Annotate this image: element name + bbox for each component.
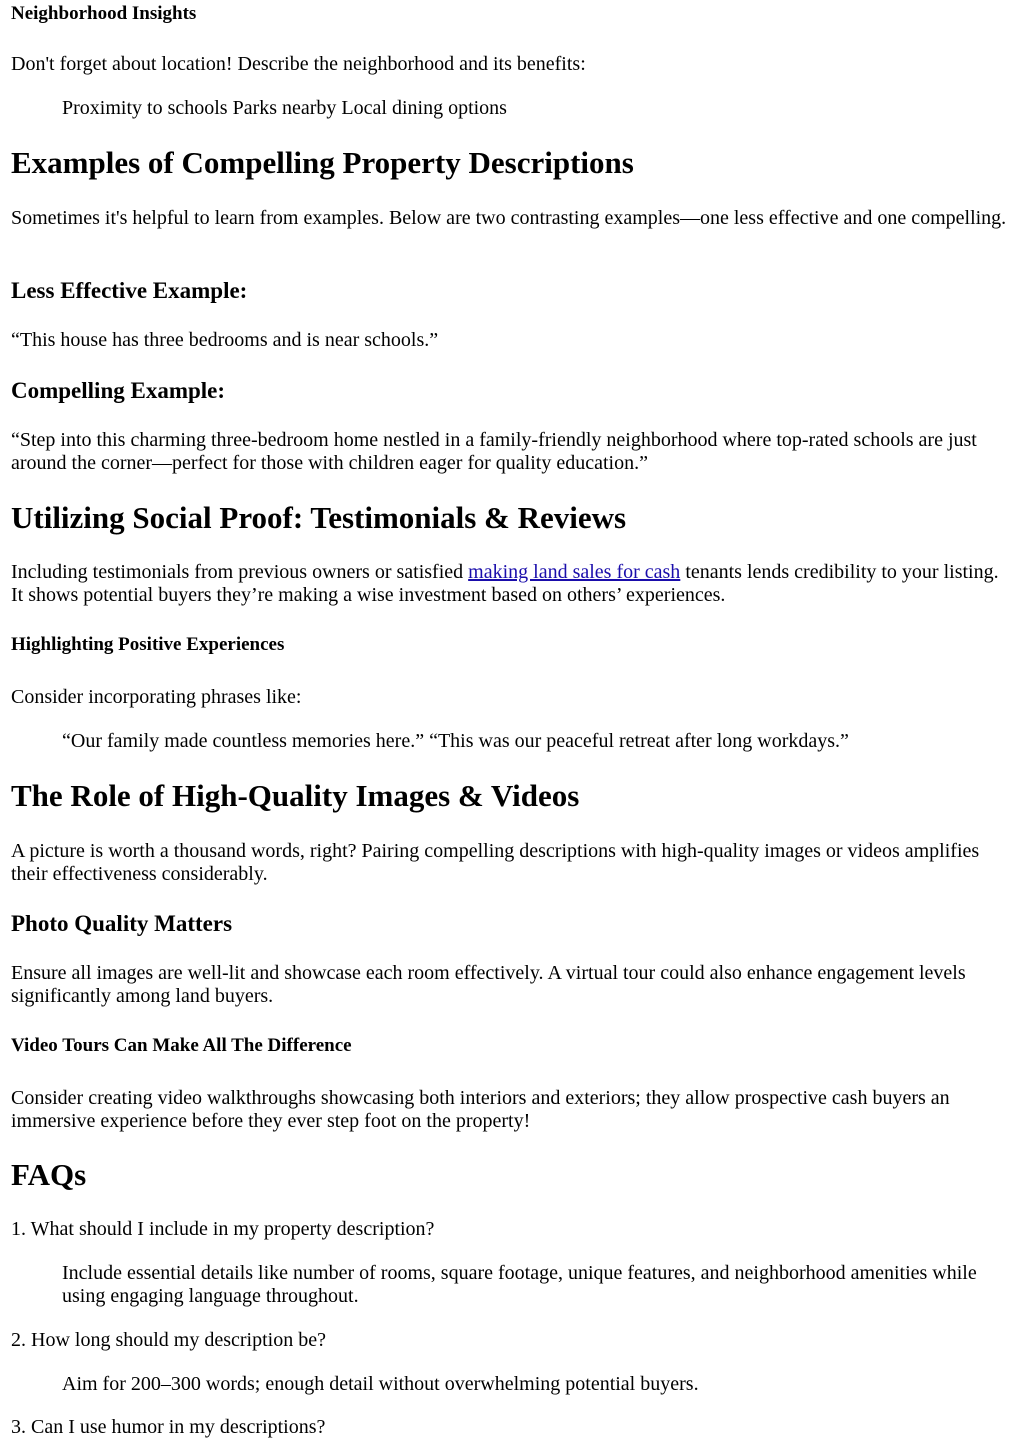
neighborhood-list: Proximity to schools Parks nearby Local dining options (62, 97, 507, 119)
faqs-heading: FAQs (11, 1157, 87, 1192)
neighborhood-heading: Neighborhood Insights (11, 3, 197, 24)
video-tours-heading: Video Tours Can Make All The Difference (11, 1035, 352, 1056)
compelling-heading: Compelling Example: (11, 378, 226, 403)
faq-question: 3. Can I use humor in my descriptions? (11, 1416, 326, 1438)
photo-quality-text: Ensure all images are well-lit and showcase each room effectively. A virtual tour could also enhance engagement levels significantly among land buyers. (11, 962, 966, 1007)
media-heading: The Role of High-Quality Images & Videos (11, 778, 580, 813)
positive-experiences-heading: Highlighting Positive Experiences (11, 634, 285, 655)
photo-quality-heading: Photo Quality Matters (11, 911, 233, 936)
faq-answer: Include essential details like number of rooms, square footage, unique features, and neighborhood amenities while using engaging language throughout. (62, 1262, 977, 1307)
less-effective-text: “This house has three bedrooms and is near schools.” (11, 329, 439, 351)
social-proof-paragraph (11, 561, 1010, 607)
faq-question: 1. What should I include in my property description? (11, 1218, 435, 1240)
video-tours-text: Consider creating video walkthroughs showcasing both interiors and exteriors; they allow prospective cash buyers an immersive experience before they ever step foot on the property! (11, 1087, 950, 1132)
less-effective-heading: Less Effective Example: (11, 278, 248, 303)
examples-heading: Examples of Compelling Property Descriptions (11, 145, 634, 180)
social-proof-text-after: tenants lends credibility to your listing. It shows potential buyers they’re making a wise investment based on others’ experiences. (11, 561, 999, 606)
phrases-list: “Our family made countless memories here.” “This was our peaceful retreat after long workdays.” (62, 730, 849, 752)
faq-answer: Aim for 200–300 words; enough detail without overwhelming potential buyers. (62, 1373, 699, 1395)
social-proof-heading: Utilizing Social Proof: Testimonials & Reviews (11, 500, 627, 535)
examples-intro: Sometimes it's helpful to learn from examples. Below are two contrasting examples—one less effective and one compelling. (11, 207, 1007, 229)
land-sales-link[interactable]: making land sales for cash (468, 561, 681, 583)
phrases-intro: Consider incorporating phrases like: (11, 686, 302, 708)
media-intro: A picture is worth a thousand words, right? Pairing compelling descriptions with high-quality images or videos amplifies their effectiveness considerably. (11, 840, 980, 885)
neighborhood-intro: Don't forget about location! Describe the neighborhood and its benefits: (11, 53, 586, 75)
faq-question: 2. How long should my description be? (11, 1329, 326, 1351)
social-proof-text-before: Including testimonials from previous owners or satisfied (11, 561, 469, 583)
compelling-text: “Step into this charming three-bedroom home nestled in a family-friendly neighborhood where top-rated schools are just around the corner—perfect for those with children eager for quality education.” (11, 429, 977, 474)
